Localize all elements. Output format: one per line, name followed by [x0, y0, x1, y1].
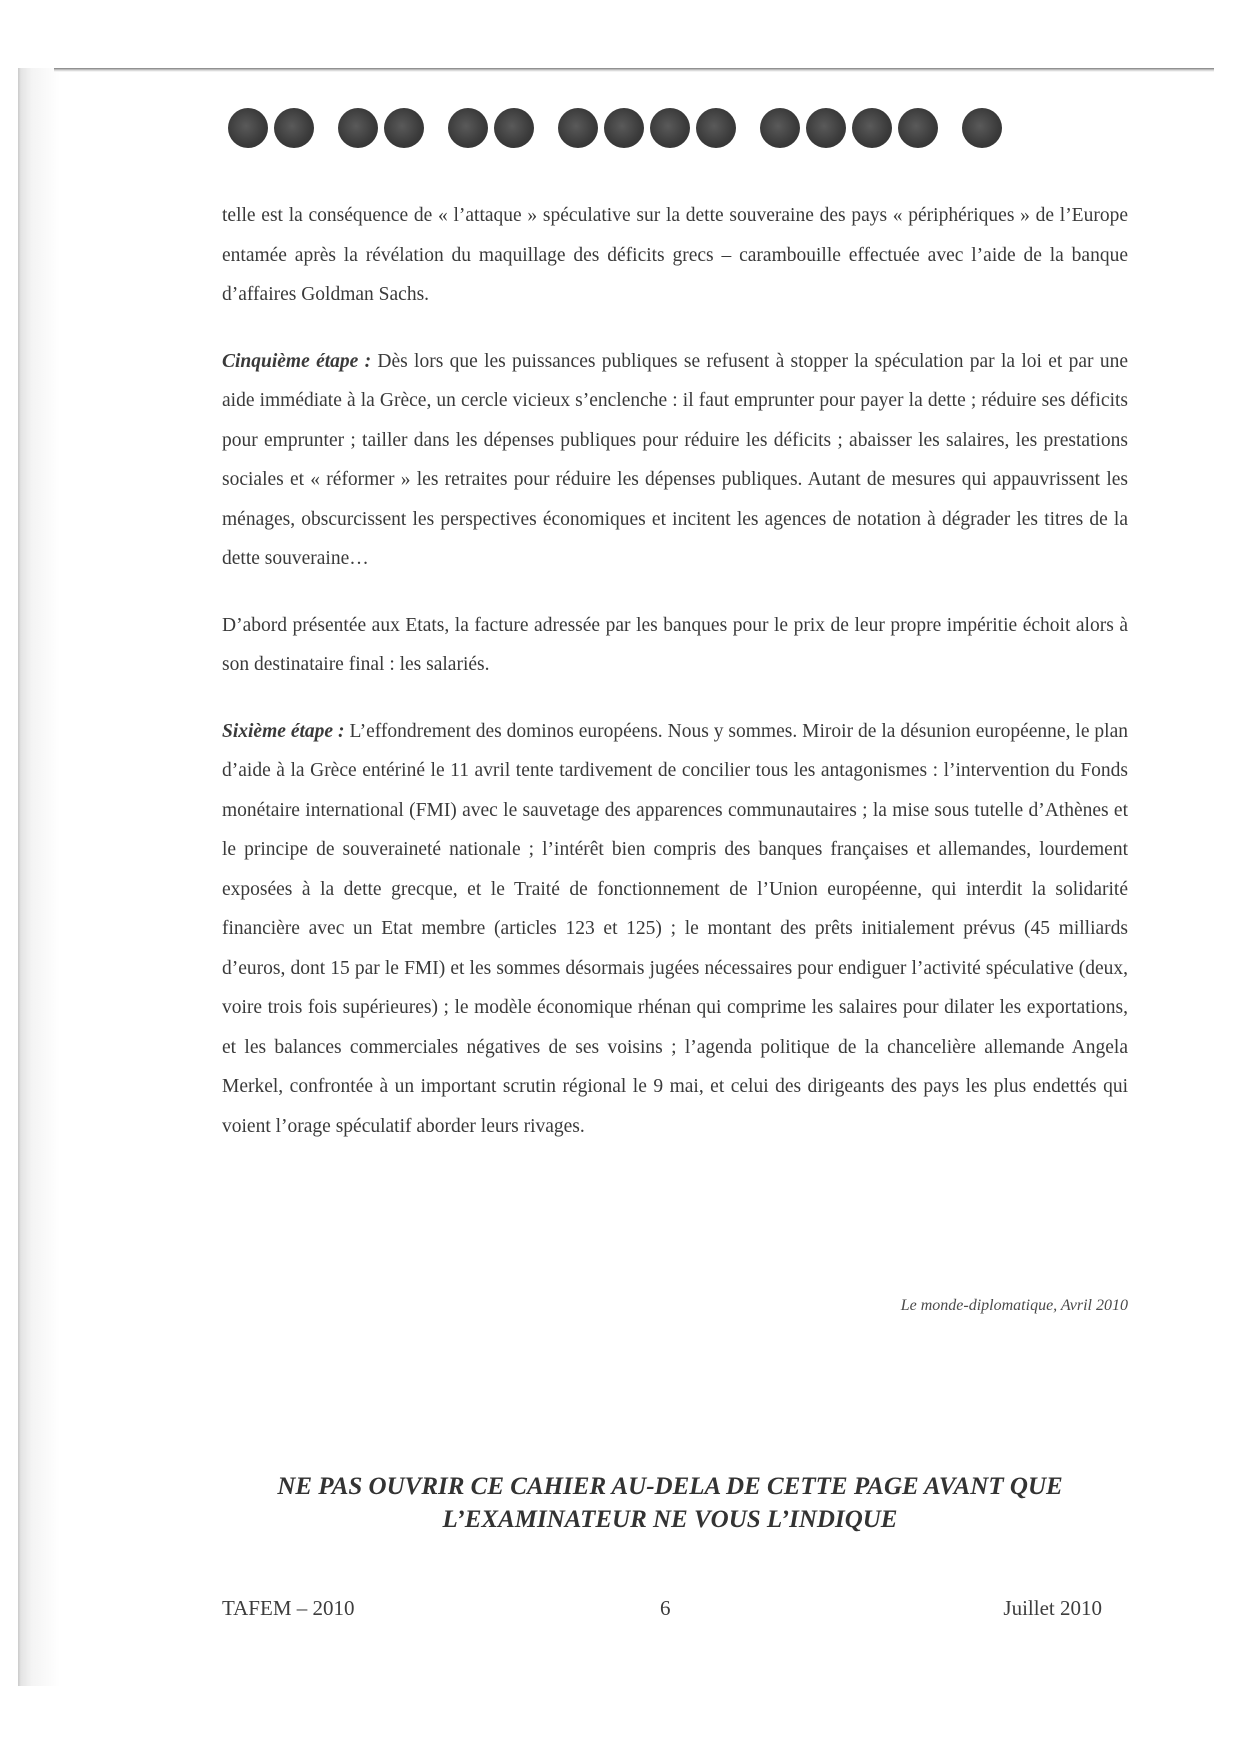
- dot-ornament: [448, 108, 488, 148]
- dot-ornament: [806, 108, 846, 148]
- scan-shadow-left: [18, 68, 60, 1686]
- warning-line: NE PAS OUVRIR CE CAHIER AU-DELA DE CETTE PAGE AVANT QUE: [277, 1473, 1063, 1500]
- dot-ornament: [228, 108, 268, 148]
- decorative-dots-header: [228, 108, 1128, 152]
- paragraph-cinquieme-etape: [222, 342, 1128, 579]
- dot-ornament: [852, 108, 892, 148]
- paragraph-text: telle est la conséquence de « l’attaque » spéculative sur la dette souveraine des pays « périphériques » de l’Europe entamée après la révélation du maquillage des déficits grecs – carambouille effectuée avec l’aide de la banque d’affaires Goldman Sachs.: [222, 205, 1128, 305]
- dot-ornament: [274, 108, 314, 148]
- page-number: 6: [660, 1596, 671, 1620]
- article-body: [222, 196, 1128, 1173]
- dot-ornament: [650, 108, 690, 148]
- exam-warning: [210, 1470, 1130, 1536]
- paragraph-text: Dès lors que les puissances publiques se refusent à stopper la spéculation par la loi et par une aide immédiate à la Grèce, un cercle vicieux s’enclenche : il faut emprunter pour payer la dette ; réduire ses déficits pour emprunter ; tailler dans les dépenses publiques pour réduire les déficits ; abaisser les salaires, les prestations sociales et « réformer » les retraites pour réduire les dépenses publiques. Autant de mesures qui appauvrissent les ménages, obscurcissent les perspectives économiques et incitent les agences de notation à dégrader les titres de la dette souveraine…: [222, 350, 1128, 569]
- paragraph-sixieme-etape: [222, 712, 1128, 1147]
- dot-ornament: [494, 108, 534, 148]
- source-citation: Le monde-diplomatique, Avril 2010: [900, 1297, 1128, 1314]
- paragraph: [222, 606, 1128, 685]
- footer-date: Juillet 2010: [1003, 1596, 1102, 1620]
- dot-ornament: [384, 108, 424, 148]
- step-heading: Sixième étape :: [222, 720, 345, 742]
- page-top-rule: [54, 68, 1214, 72]
- dot-ornament: [338, 108, 378, 148]
- dot-ornament: [558, 108, 598, 148]
- paragraph-text: L’effondrement des dominos européens. Nous y sommes. Miroir de la désunion européenne, le plan d’aide à la Grèce entériné le 11 avril tente tardivement de concilier tous les antagonismes : l’intervention du Fonds monétaire international (FMI) avec le sauvetage des apparences communautaires ; la mise sous tutelle d’Athènes et le principe de souveraineté nationale ; l’intérêt bien compris des banques françaises et allemandes, lourdement exposées à la dette grecque, et le Traité de fonctionnement de l’Union européenne, qui interdit la solidarité financière avec un Etat membre (articles 123 et 125) ; le montant des prêts initialement prévus (45 milliards d’euros, dont 15 par le FMI) et les sommes désormais jugées nécessaires pour endiguer l’activité spéculative (deux, voire trois fois supérieures) ; le modèle économique rhénan qui comprime les salaires pour dilater les exportations, et les balances commerciales négatives de ses voisins ; l’agenda politique de la chancelière allemande Angela Merkel, confrontée à un important scrutin régional le 9 mai, et celui des dirigeants des pays les plus endettés qui voient l’orage spéculatif aborder leurs rivages.: [222, 720, 1128, 1137]
- warning-line: L’EXAMINATEUR NE VOUS L’INDIQUE: [442, 1506, 898, 1533]
- footer-exam-name: TAFEM – 2010: [222, 1596, 355, 1620]
- dot-ornament: [760, 108, 800, 148]
- paragraph-text: D’abord présentée aux Etats, la facture adressée par les banques pour le prix de leur propre impéritie échoit alors à son destinataire final : les salariés.: [222, 614, 1128, 675]
- dot-ornament: [962, 108, 1002, 148]
- dot-ornament: [898, 108, 938, 148]
- step-heading: Cinquième étape :: [222, 350, 372, 372]
- dot-ornament: [696, 108, 736, 148]
- paragraph: [222, 196, 1128, 315]
- dot-ornament: [604, 108, 644, 148]
